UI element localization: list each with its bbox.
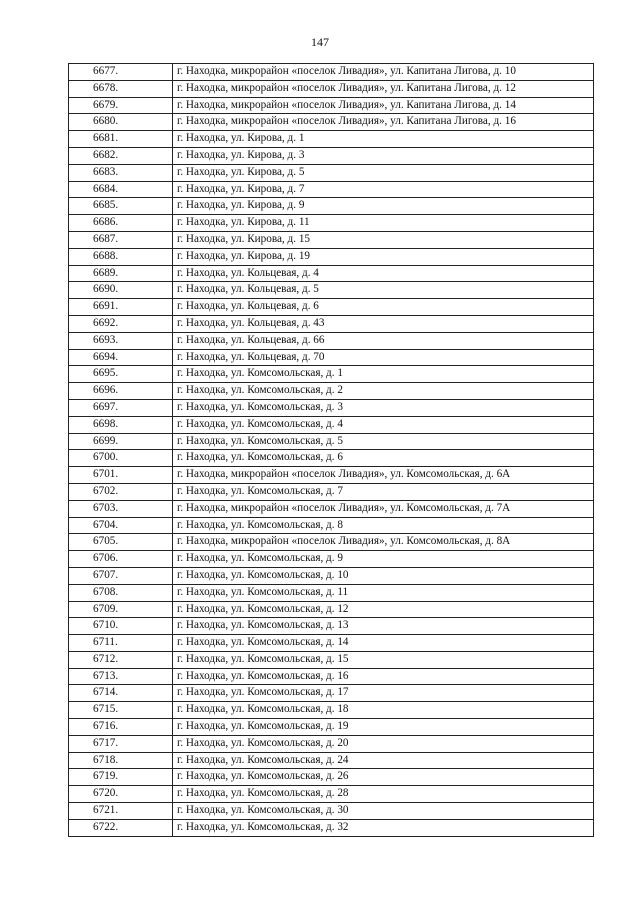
row-number: 6677.: [69, 64, 173, 81]
table-row: [69, 114, 594, 131]
table-row: [69, 231, 594, 248]
row-number: 6680.: [69, 114, 173, 131]
row-number: 6707.: [69, 567, 173, 584]
table-row: [69, 685, 594, 702]
table-row: [69, 366, 594, 383]
row-address: г. Находка, ул. Комсомольская, д. 20: [173, 735, 594, 752]
row-number: 6691.: [69, 299, 173, 316]
table-row: [69, 399, 594, 416]
row-address: г. Находка, ул. Комсомольская, д. 24: [173, 752, 594, 769]
row-address: г. Находка, ул. Кирова, д. 1: [173, 131, 594, 148]
row-address: г. Находка, ул. Комсомольская, д. 2: [173, 383, 594, 400]
row-address: г. Находка, ул. Кирова, д. 9: [173, 198, 594, 215]
table-row: [69, 282, 594, 299]
row-address: г. Находка, микрорайон «поселок Ливадия», ул. Капитана Лигова, д. 10: [173, 64, 594, 81]
row-number: 6714.: [69, 685, 173, 702]
table-row: [69, 803, 594, 820]
row-address: г. Находка, ул. Комсомольская, д. 16: [173, 668, 594, 685]
table-row: [69, 97, 594, 114]
row-address: г. Находка, ул. Кольцевая, д. 66: [173, 332, 594, 349]
row-address: г. Находка, ул. Комсомольская, д. 4: [173, 416, 594, 433]
row-address: г. Находка, ул. Кирова, д. 11: [173, 215, 594, 232]
table-row: [69, 383, 594, 400]
table-row: [69, 500, 594, 517]
table-row: [69, 735, 594, 752]
row-number: 6710.: [69, 618, 173, 635]
table-row: [69, 567, 594, 584]
table-row: [69, 315, 594, 332]
row-address: г. Находка, ул. Кирова, д. 15: [173, 231, 594, 248]
row-address: г. Находка, ул. Комсомольская, д. 11: [173, 584, 594, 601]
row-number: 6722.: [69, 819, 173, 836]
row-number: 6683.: [69, 164, 173, 181]
table-row: [69, 651, 594, 668]
row-number: 6688.: [69, 248, 173, 265]
page-number: 147: [311, 35, 329, 49]
row-number: 6698.: [69, 416, 173, 433]
table-row: [69, 483, 594, 500]
row-number: 6703.: [69, 500, 173, 517]
row-number: 6692.: [69, 315, 173, 332]
address-table-body: [69, 64, 594, 837]
table-row: [69, 215, 594, 232]
row-number: 6717.: [69, 735, 173, 752]
table-row: [69, 769, 594, 786]
row-number: 6712.: [69, 651, 173, 668]
table-row: [69, 147, 594, 164]
table-row: [69, 450, 594, 467]
row-number: 6718.: [69, 752, 173, 769]
table-row: [69, 618, 594, 635]
row-address: г. Находка, микрорайон «поселок Ливадия», ул. Капитана Лигова, д. 14: [173, 97, 594, 114]
row-address: г. Находка, микрорайон «поселок Ливадия», ул. Капитана Лигова, д. 12: [173, 80, 594, 97]
row-address: г. Находка, ул. Комсомольская, д. 28: [173, 786, 594, 803]
row-address: г. Находка, ул. Комсомольская, д. 19: [173, 719, 594, 736]
table-row: [69, 584, 594, 601]
row-number: 6694.: [69, 349, 173, 366]
table-row: [69, 819, 594, 836]
row-number: 6708.: [69, 584, 173, 601]
table-row: [69, 702, 594, 719]
row-address: г. Находка, ул. Кольцевая, д. 43: [173, 315, 594, 332]
row-address: г. Находка, микрорайон «поселок Ливадия», ул. Капитана Лигова, д. 16: [173, 114, 594, 131]
row-number: 6700.: [69, 450, 173, 467]
row-address: г. Находка, ул. Комсомольская, д. 8: [173, 517, 594, 534]
row-address: г. Находка, ул. Комсомольская, д. 18: [173, 702, 594, 719]
row-address: г. Находка, ул. Кольцевая, д. 70: [173, 349, 594, 366]
row-number: 6709.: [69, 601, 173, 618]
table-row: [69, 551, 594, 568]
row-number: 6696.: [69, 383, 173, 400]
row-number: 6699.: [69, 433, 173, 450]
row-number: 6701.: [69, 467, 173, 484]
row-address: г. Находка, ул. Кирова, д. 5: [173, 164, 594, 181]
row-address: г. Находка, ул. Кольцевая, д. 5: [173, 282, 594, 299]
row-number: 6690.: [69, 282, 173, 299]
row-number: 6681.: [69, 131, 173, 148]
row-number: 6678.: [69, 80, 173, 97]
row-address: г. Находка, ул. Комсомольская, д. 17: [173, 685, 594, 702]
table-row: [69, 198, 594, 215]
table-row: [69, 64, 594, 81]
row-address: г. Находка, ул. Кирова, д. 19: [173, 248, 594, 265]
row-address: г. Находка, ул. Комсомольская, д. 12: [173, 601, 594, 618]
table-row: [69, 601, 594, 618]
row-address: г. Находка, ул. Комсомольская, д. 30: [173, 803, 594, 820]
table-row: [69, 433, 594, 450]
row-number: 6702.: [69, 483, 173, 500]
table-row: [69, 164, 594, 181]
row-address: г. Находка, ул. Комсомольская, д. 13: [173, 618, 594, 635]
table-row: [69, 248, 594, 265]
row-number: 6682.: [69, 147, 173, 164]
row-number: 6684.: [69, 181, 173, 198]
row-address: г. Находка, ул. Комсомольская, д. 1: [173, 366, 594, 383]
row-number: 6719.: [69, 769, 173, 786]
row-number: 6720.: [69, 786, 173, 803]
row-number: 6685.: [69, 198, 173, 215]
table-row: [69, 467, 594, 484]
row-address: г. Находка, ул. Комсомольская, д. 15: [173, 651, 594, 668]
table-row: [69, 719, 594, 736]
table-row: [69, 265, 594, 282]
row-number: 6721.: [69, 803, 173, 820]
row-number: 6715.: [69, 702, 173, 719]
table-row: [69, 752, 594, 769]
table-row: [69, 80, 594, 97]
row-number: 6697.: [69, 399, 173, 416]
row-number: 6693.: [69, 332, 173, 349]
row-number: 6687.: [69, 231, 173, 248]
row-number: 6705.: [69, 534, 173, 551]
row-number: 6704.: [69, 517, 173, 534]
row-address: г. Находка, ул. Комсомольская, д. 5: [173, 433, 594, 450]
row-address: г. Находка, ул. Комсомольская, д. 14: [173, 635, 594, 652]
row-address: г. Находка, микрорайон «поселок Ливадия», ул. Комсомольская, д. 8А: [173, 534, 594, 551]
table-row: [69, 299, 594, 316]
row-address: г. Находка, ул. Кольцевая, д. 6: [173, 299, 594, 316]
table-row: [69, 786, 594, 803]
row-address: г. Находка, ул. Кирова, д. 3: [173, 147, 594, 164]
row-number: 6679.: [69, 97, 173, 114]
row-number: 6689.: [69, 265, 173, 282]
row-number: 6713.: [69, 668, 173, 685]
row-number: 6695.: [69, 366, 173, 383]
table-row: [69, 332, 594, 349]
table-row: [69, 181, 594, 198]
table-row: [69, 668, 594, 685]
table-row: [69, 635, 594, 652]
row-number: 6711.: [69, 635, 173, 652]
row-address: г. Находка, ул. Комсомольская, д. 6: [173, 450, 594, 467]
row-address: г. Находка, ул. Кирова, д. 7: [173, 181, 594, 198]
row-number: 6716.: [69, 719, 173, 736]
row-address: г. Находка, ул. Комсомольская, д. 7: [173, 483, 594, 500]
table-row: [69, 416, 594, 433]
row-address: г. Находка, микрорайон «поселок Ливадия», ул. Комсомольская, д. 6А: [173, 467, 594, 484]
row-address: г. Находка, ул. Кольцевая, д. 4: [173, 265, 594, 282]
row-number: 6686.: [69, 215, 173, 232]
row-address: г. Находка, ул. Комсомольская, д. 10: [173, 567, 594, 584]
table-row: [69, 534, 594, 551]
table-row: [69, 131, 594, 148]
row-address: г. Находка, ул. Комсомольская, д. 26: [173, 769, 594, 786]
table-row: [69, 349, 594, 366]
row-number: 6706.: [69, 551, 173, 568]
row-address: г. Находка, микрорайон «поселок Ливадия», ул. Комсомольская, д. 7А: [173, 500, 594, 517]
address-table: [68, 63, 594, 837]
row-address: г. Находка, ул. Комсомольская, д. 9: [173, 551, 594, 568]
row-address: г. Находка, ул. Комсомольская, д. 32: [173, 819, 594, 836]
table-row: [69, 517, 594, 534]
row-address: г. Находка, ул. Комсомольская, д. 3: [173, 399, 594, 416]
